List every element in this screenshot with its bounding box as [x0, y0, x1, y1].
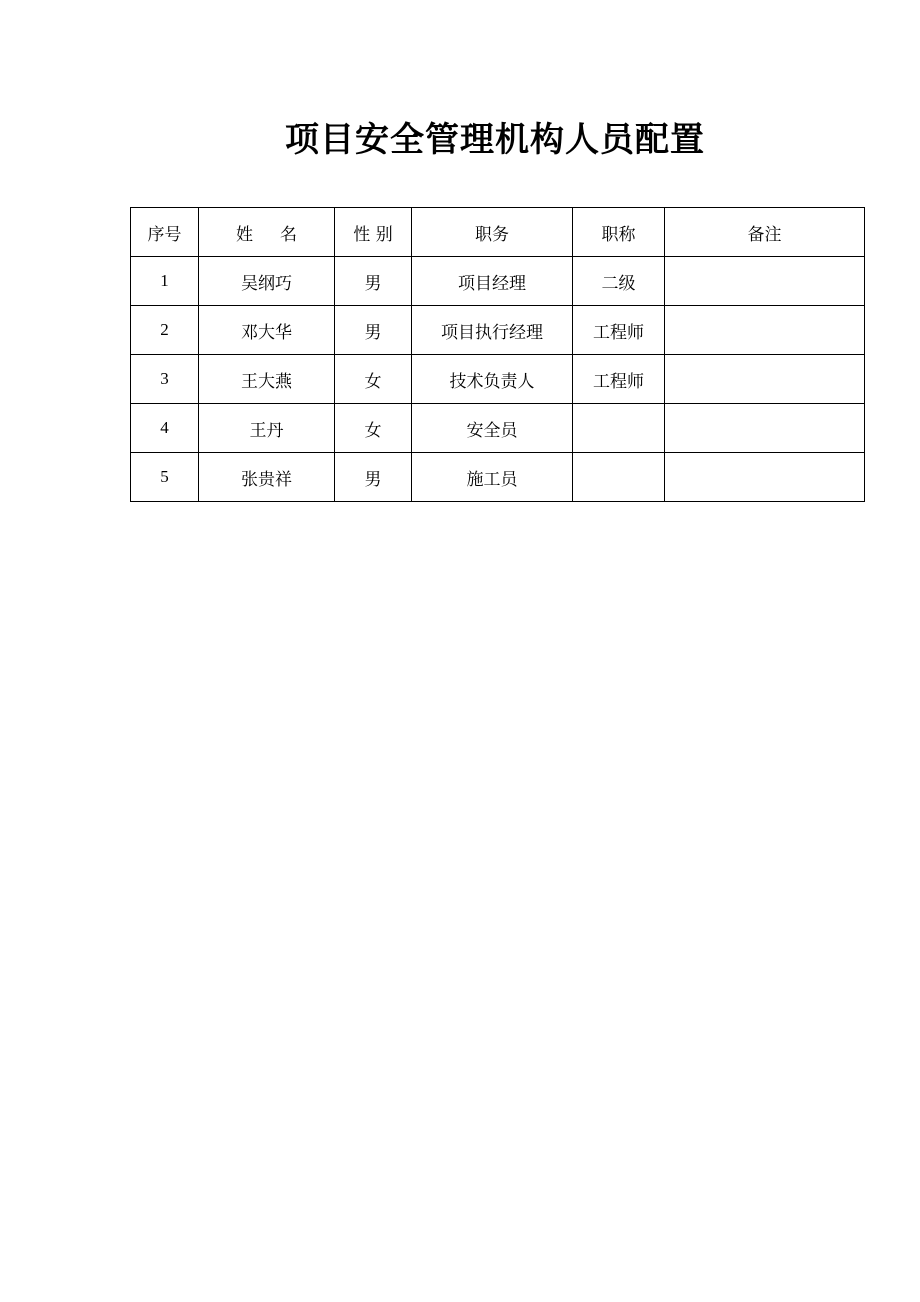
- table-row: [131, 453, 865, 502]
- cell-serial-number: 5: [131, 453, 199, 502]
- cell-gender: 男: [335, 453, 412, 502]
- personnel-table: [130, 207, 865, 502]
- cell-serial-number: 2: [131, 306, 199, 355]
- header-serial-number: 序号: [131, 208, 199, 257]
- table-row: [131, 404, 865, 453]
- cell-name: 王丹: [199, 404, 335, 453]
- cell-name: 张贵祥: [199, 453, 335, 502]
- cell-position: 项目执行经理: [412, 306, 573, 355]
- cell-position: 技术负责人: [412, 355, 573, 404]
- cell-gender: 女: [335, 355, 412, 404]
- cell-serial-number: 1: [131, 257, 199, 306]
- cell-position: 施工员: [412, 453, 573, 502]
- cell-serial-number: 3: [131, 355, 199, 404]
- cell-remark: [665, 355, 865, 404]
- cell-position: 项目经理: [412, 257, 573, 306]
- cell-remark: [665, 306, 865, 355]
- header-name: 姓 名: [199, 208, 335, 257]
- cell-serial-number: 4: [131, 404, 199, 453]
- cell-remark: [665, 404, 865, 453]
- cell-professional-title: [573, 404, 665, 453]
- page-title: 项目安全管理机构人员配置: [285, 120, 705, 160]
- table-row: [131, 306, 865, 355]
- header-gender: 性 别: [335, 208, 412, 257]
- table-header-row: [131, 208, 865, 257]
- cell-position: 安全员: [412, 404, 573, 453]
- cell-gender: 男: [335, 257, 412, 306]
- header-professional-title: 职称: [573, 208, 665, 257]
- cell-name: 邓大华: [199, 306, 335, 355]
- header-remark: 备注: [665, 208, 865, 257]
- cell-professional-title: [573, 453, 665, 502]
- cell-remark: [665, 257, 865, 306]
- cell-professional-title: 二级: [573, 257, 665, 306]
- cell-gender: 男: [335, 306, 412, 355]
- cell-gender: 女: [335, 404, 412, 453]
- cell-professional-title: 工程师: [573, 306, 665, 355]
- header-position: 职务: [412, 208, 573, 257]
- cell-remark: [665, 453, 865, 502]
- cell-name: 吴纲巧: [199, 257, 335, 306]
- cell-professional-title: 工程师: [573, 355, 665, 404]
- cell-name: 王大燕: [199, 355, 335, 404]
- table-row: [131, 355, 865, 404]
- table-row: [131, 257, 865, 306]
